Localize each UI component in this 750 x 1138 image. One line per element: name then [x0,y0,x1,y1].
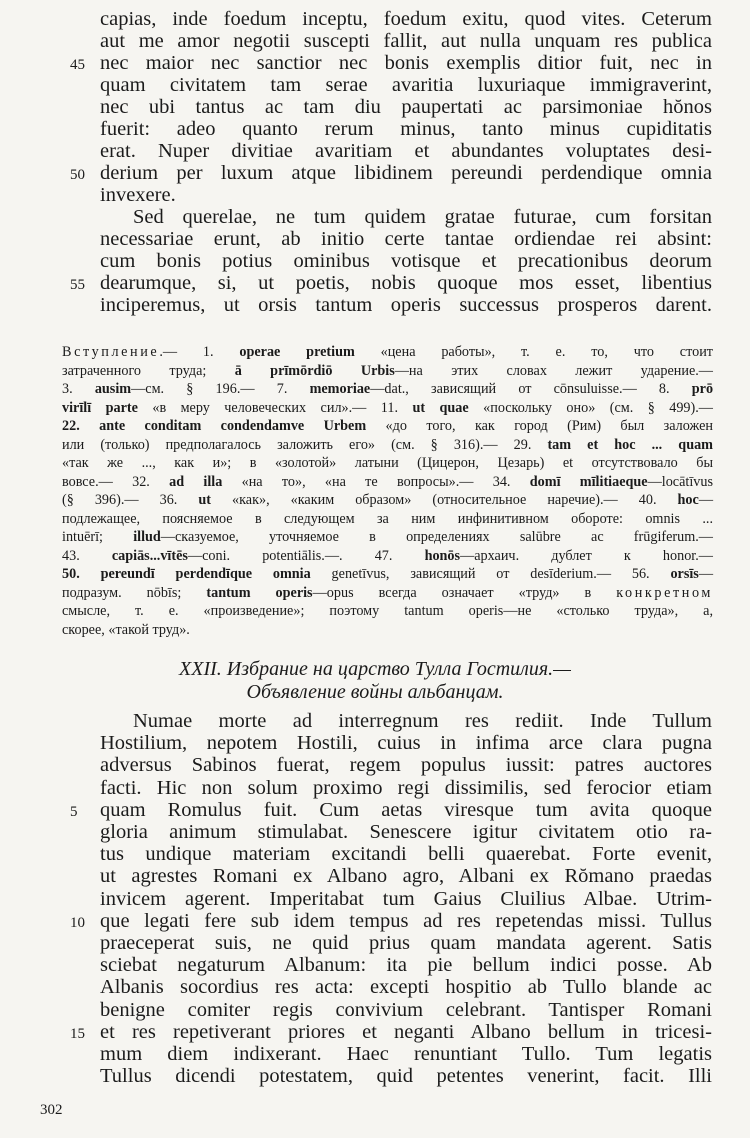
note-text: intuērī; [62,529,134,545]
note-text: скорее, «такой труд». [62,621,190,638]
note-text: «поскольку оно» (см. § 499).— [468,399,713,416]
note-line [62,454,713,473]
text-line: sciebat negaturum Albanum: ita pie bellum indici posse. Ab [100,954,712,977]
chapter-title-line-1: XXII. Избрание на царство Тулла Гостилия.— [179,658,571,680]
note-line [62,380,713,399]
note-line [62,510,713,529]
note-text: Вступление [62,344,160,360]
note-term: 22. ante conditam condendamve Urbem [62,418,367,434]
text-line: facti. Hic non solum proximo regi dissimilis, sed ferocior etiam [100,776,712,799]
note-text: 3. [62,381,95,397]
text-line: cum bonis potius ominibus votisque et precationibus deorum [100,250,712,272]
note-text: —архаич. дублет к honor.— [460,547,713,564]
text-line: Sed querelae, ne tum quidem gratae futurae, cum forsitan [133,206,712,228]
text-line: quam Romulus fuit. Cum aetas viresque tum avita quoque [100,798,712,821]
text-line: invexere. [100,184,176,206]
text-line: fuerit: adeo quanto rerum minus, tanto minus cupiditatis [100,118,712,140]
note-term: operae pretium [239,344,355,360]
text-line: nec ubi tantus ac tam diu paupertati ac parsimoniae hŏnos [100,96,712,118]
text-line: et res repetiverant priores et neganti Albano bellum in tricesi- [100,1020,712,1043]
note-text: «до того, как город (Рим) был заложен [366,418,714,434]
note-text: 43. [62,547,112,564]
text-line: mum diem indixerant. Haec renuntiant Tullo. Tum legatis [100,1043,712,1065]
page-number: 302 [40,1102,63,1118]
note-term: orsīs [670,566,699,582]
note-term: capiās...vītēs [111,547,188,564]
note-text: «в меру человеческих сил».— 11. [137,399,413,416]
text-line: tus undique materiam excitandi belli quaerebat. Forte evenit, [100,843,712,866]
text-line: Numae morte ad interregnum res rediit. Inde Tullum [133,710,712,732]
note-text: «так же ..., как и»; в «золотой» латыни (Цицерон, Цезарь) et отсутствовало бы [62,455,713,471]
note-text: или (только) предполагалось заложить его» (см. § 316).— 29. [62,436,548,453]
note-text: —на этих словах лежит ударение.— [394,362,713,379]
note-text: подлежащее, поясняемое в следующем за ним инфинитивном обороте: omnis ... [62,510,713,527]
text-line: gloria animum stimulabat. Senescere igitur civitatem otio ra- [100,821,712,843]
note-text: —см. § 196.— 7. [131,381,310,397]
note-line [62,491,713,510]
note-term: ut [198,492,211,508]
text-line: nec maior nec sanctior nec bonis exemplis ditior fuit, nec in [100,52,712,74]
note-term: hoc [677,492,699,508]
text-line: Albanis socordius res acta: excepti hospitio ab Tullo blande ac [100,976,712,999]
text-line: adversus Sabinos fuerat, regem populus iussit: patres auctores [100,754,712,777]
note-term: ausim [94,381,132,397]
note-text: «как», «каким образом» (относительное наречие).— 40. [211,492,678,508]
text-line: derium per luxum atque libidinem pereundi perdendique omnia [100,162,712,184]
text-line: Hostilium, nepotem Hostili, cuius in infima arce clara pugna [100,732,712,755]
note-text: подразум. nōbīs; [62,584,207,601]
note-term: ut quae [412,399,469,416]
chapter-title-line-2: Объявление войны альбанцам. [246,681,504,703]
note-line [62,602,713,621]
text-line: benigne comiter regis convivium celebrant. Tantisper Romani [100,998,712,1021]
note-term: virīlī parte [62,399,138,416]
note-term: illud [133,529,161,545]
note-term: honōs [424,547,461,564]
note-line [62,399,713,418]
note-text: конкретном [616,584,714,601]
note-text: genetīvus, зависящий от desīderium.— 56. [310,566,671,582]
note-line [62,565,713,584]
text-line: inciperemus, ut orsis tantum operis successus prosperos darent. [100,294,712,316]
note-line [62,417,713,436]
note-text: — [698,566,713,582]
note-line [62,528,713,547]
text-line: dearumque, si, ut poetis, nobis quoque mos esset, libentius [100,272,712,294]
line-number: 45 [70,57,85,73]
text-line: capias, inde foedum inceptu, foedum exitu, quod vites. Ceterum [100,8,712,30]
note-line [62,473,713,492]
note-text: затраченного труда; [62,362,235,379]
line-number: 10 [70,914,85,931]
note-term: memoriae [309,381,371,397]
note-line [62,343,713,362]
note-term: domī mīlitiaeque [529,473,648,490]
note-term: tantum operis [206,584,313,601]
text-line: Tullus dicendi potestatem, quid petentes venerint, facit. Illi [100,1065,712,1088]
text-line: aut me amor negotii suscepti fallit, aut nulla unquam res publica [100,30,712,52]
note-term: ā prīmōrdiō Urbis [234,362,395,379]
note-text: «цена работы», т. е. то, что стоит [354,344,713,360]
line-number: 15 [70,1025,85,1042]
note-text: вовсе.— 32. [62,473,170,490]
note-text: .— 1. [159,344,240,360]
line-number: 50 [70,167,85,183]
note-line [62,436,713,455]
text-line: ut agrestes Romani ex Albano agro, Albani ex Rŏmano praedas [100,865,712,888]
note-term: prō [691,381,714,397]
note-text: «на то», «на те вопросы».— 34. [222,473,530,490]
note-text: —dat., зависящий от cōnsuluisse.— 8. [370,381,692,397]
text-line: necessariae erunt, ab initio certe tantae ordiendae rei absint: [100,228,712,250]
note-term: tam et hoc ... quam [547,436,713,453]
note-text: (§ 396).— 36. [62,492,199,508]
line-number: 55 [70,277,85,293]
note-line [62,584,713,603]
text-line: que legati fere sub idem tempus ad res repetendas missi. Tullus [100,909,712,932]
note-text: —сказуемое, уточняемое в определениях salūbre ac frūgiferum.— [160,529,713,545]
note-term: 50. pereundī perdendīque omnia [62,566,311,582]
note-text: —opus всегда означает «труд» в [312,584,617,601]
text-line: quam civitatem tam serae avaritia luxuriaque immigraverint, [100,74,712,96]
line-number: 5 [70,803,78,820]
note-line [62,547,713,566]
text-line: invicem agerent. Imperitabat tum Gaius Cluilius Albae. Utrim- [100,887,712,910]
note-text: смысле, т. е. «произведение»; поэтому tantum operis—не «столько труда», а, [62,603,713,619]
text-line: praeceperat suis, ne quid prius quam mandata agerent. Satis [100,932,712,954]
note-text: — [698,492,713,508]
note-text: —coni. potentiālis.—. 47. [187,547,425,564]
note-term: ad illa [169,473,223,490]
note-line [62,621,713,640]
note-line [62,362,713,381]
text-line: erat. Nuper divitiae avaritiam et abundantes voluptates desi- [100,140,712,162]
note-text: —locātīvus [647,473,713,490]
